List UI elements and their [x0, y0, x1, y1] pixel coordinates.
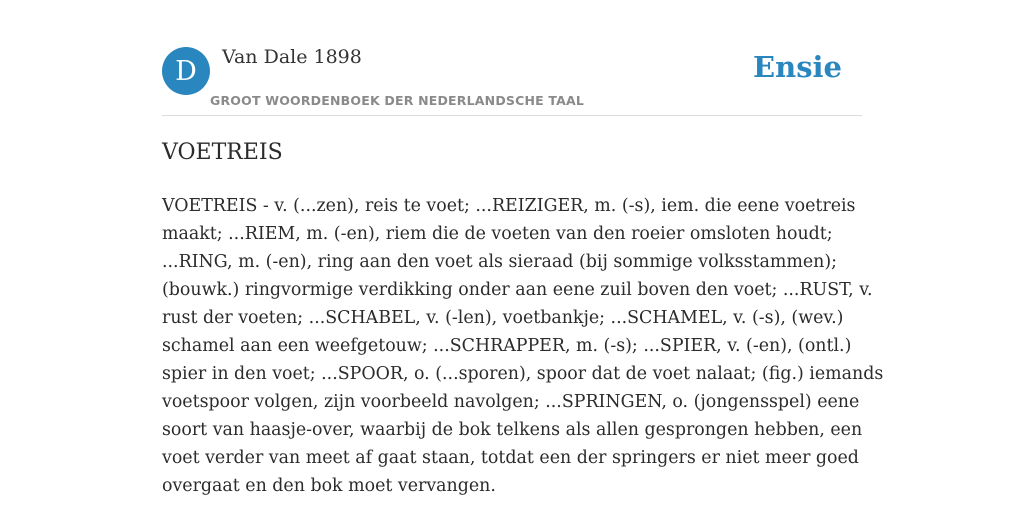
definition-line: schamel aan een weefgetouw; ...SCHRAPPER, m. (-s); ...SPIER, v. (-en), (ontl.) [162, 336, 852, 356]
definition-line: soort van haasje-over, waarbij de bok telkens als allen gesprongen hebben, een [162, 420, 863, 440]
definition-line: spier in den voet; ...SPOOR, o. (...sporen), spoor dat de voet nalaat; (fig.) iemands [162, 364, 884, 384]
dictionary-subtitle: GROOT WOORDENBOEK DER NEDERLANDSCHE TAAL [210, 93, 585, 108]
definition-line: overgaat en den bok moet vervangen. [162, 476, 496, 496]
entry-headword: VOETREIS [162, 140, 283, 165]
definition-line: (bouwk.) ringvormige verdikking onder aan eene zuil boven den voet; ...RUST, v. [162, 280, 873, 300]
definition-line: rust der voeten; ...SCHABEL, v. (-len), voetbankje; ...SCHAMEL, v. (-s), (wev.) [162, 308, 844, 328]
entry-definition [162, 192, 884, 500]
definition-line: voetspoor volgen, zijn voorbeeld navolgen; ...SPRINGEN, o. (jongensspel) eene [162, 392, 860, 412]
definition-line: maakt; ...RIEM, m. (-en), riem die de voeten van den roeier omsloten houdt; [162, 224, 833, 244]
dictionary-logo-letter: D [175, 55, 197, 87]
definition-line: ...RING, m. (-en), ring aan den voet als sieraad (bij sommige volksstammen); [162, 252, 837, 272]
dictionary-logo[interactable] [162, 47, 210, 95]
definition-line: VOETREIS - v. (...zen), reis te voet; ...REIZIGER, m. (-s), iem. die eene voetreis [162, 196, 856, 216]
definition-line: voet verder van meet af gaat staan, totdat een der springers er niet meer goed [162, 448, 859, 468]
header-divider [162, 115, 862, 116]
dictionary-name[interactable]: Van Dale 1898 [222, 46, 362, 68]
ensie-brand-logo[interactable]: Ensie [753, 50, 842, 84]
